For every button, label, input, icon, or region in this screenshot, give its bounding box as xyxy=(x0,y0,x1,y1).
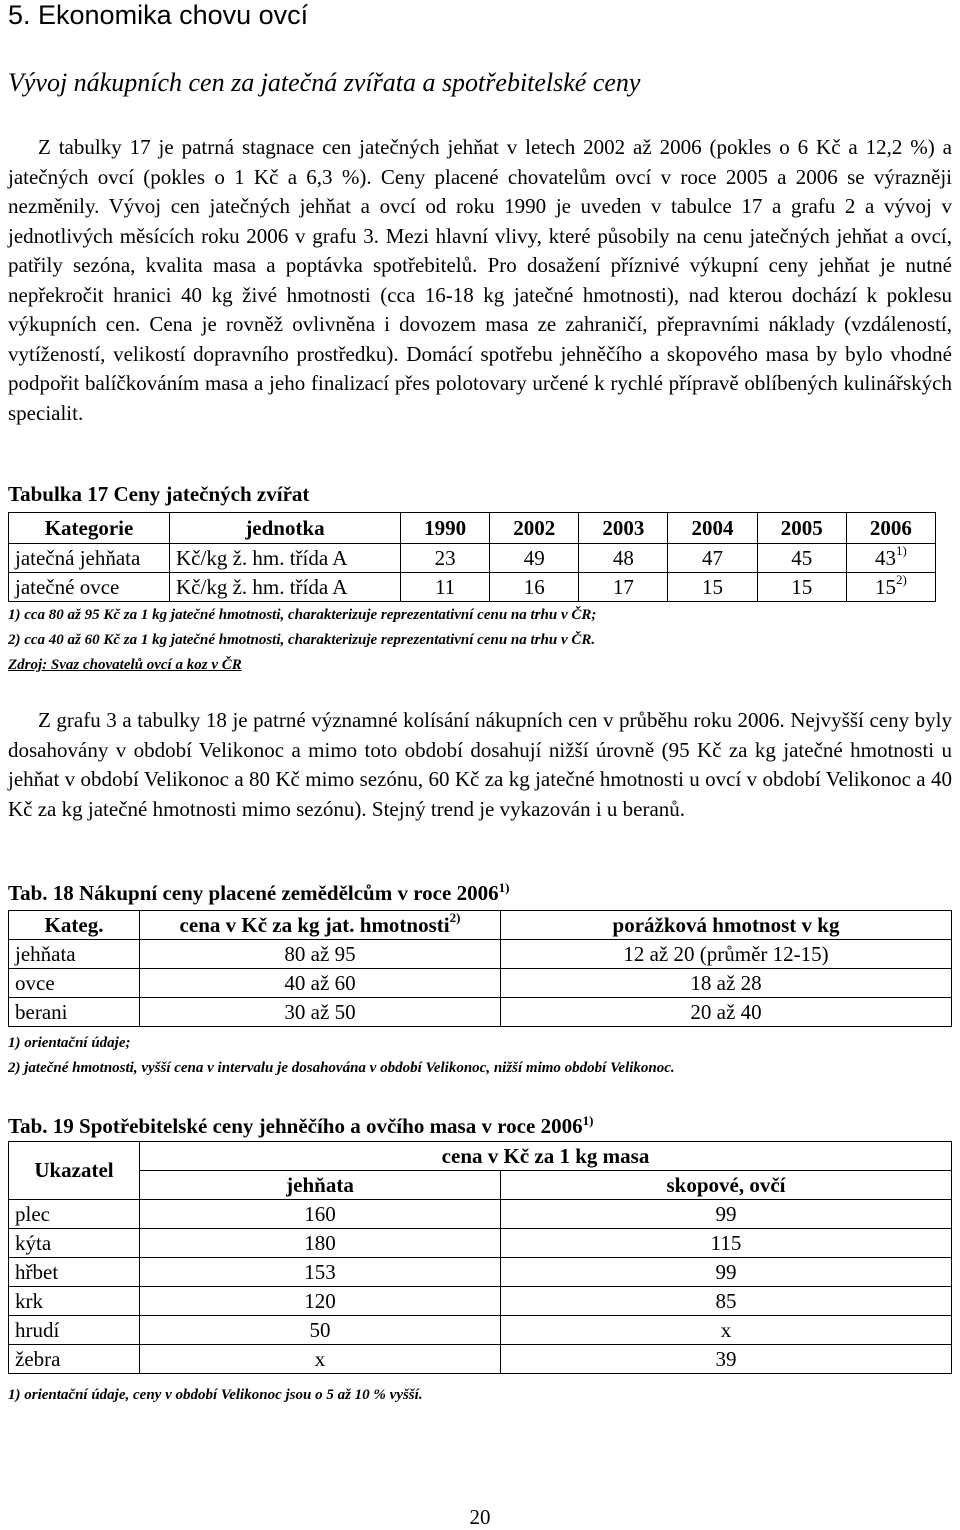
table19-note-1: 1) orientační údaje, ceny v období Velikonoc jsou o 5 až 10 % vyšší. xyxy=(8,1387,423,1403)
column-header: jehňata xyxy=(140,1171,501,1200)
column-group-header: cena v Kč za 1 kg masa xyxy=(140,1142,952,1171)
table18-note-2: 2) jatečné hmotnosti, vyšší cena v intervalu je dosahována v období Velikonoc, nižší mimo období Velikonoc. xyxy=(8,1060,675,1076)
caption-text: Tab. 19 Spotřebitelské ceny jehněčího a ovčího masa v roce 2006 xyxy=(8,1114,583,1138)
column-header: 2002 xyxy=(490,513,579,544)
body-paragraph: Z grafu 3 a tabulky 18 je patrné významné kolísání nákupních cen v průběhu roku 2006. Nejvyšší ceny byly dosahovány v období Velikonoc a mimo toto období dosahují nižší úrovně (95 Kč za kg jatečné hmotnosti u jehňat v období Velikonoc a 80 Kč mimo sezónu, 60 Kč za kg jatečné hmotnosti u ovcí v období Velikonoc a 40 Kč za kg jatečné hmotnosti mimo sezónu). Stejný trend je vykazován i u beranů. xyxy=(8,708,952,821)
table-cell: 40 až 60 xyxy=(140,969,501,998)
table-cell: jehňata xyxy=(9,940,140,969)
table-19 xyxy=(8,1141,952,1374)
footnote-marker: 1) xyxy=(498,880,510,895)
table-cell: 11 xyxy=(401,573,490,602)
table-cell: žebra xyxy=(9,1345,140,1374)
column-header: Kategorie xyxy=(9,513,170,544)
caption-text: Tab. 18 Nákupní ceny placené zemědělcům v roce 2006 xyxy=(8,881,499,905)
footnote-marker: 2) xyxy=(449,910,461,925)
table-cell: 49 xyxy=(490,544,579,573)
table-cell: 99 xyxy=(501,1258,952,1287)
table-row xyxy=(9,1200,952,1229)
table-row xyxy=(9,573,936,602)
column-header: 1990 xyxy=(401,513,490,544)
table-cell: x xyxy=(140,1345,501,1374)
table-row xyxy=(9,969,952,998)
table-row xyxy=(9,1316,952,1345)
table-cell: 115 xyxy=(501,1229,952,1258)
table18-caption xyxy=(8,880,509,906)
table-cell: 30 až 50 xyxy=(140,998,501,1027)
cell-value: 15 xyxy=(874,575,896,599)
table19-caption xyxy=(8,1113,593,1139)
table-cell: 18 až 28 xyxy=(501,969,952,998)
column-header: skopové, ovčí xyxy=(501,1171,952,1200)
table-cell: 39 xyxy=(501,1345,952,1374)
intro-paragraph xyxy=(8,133,952,428)
table-cell: 17 xyxy=(579,573,668,602)
table-cell: 80 až 95 xyxy=(140,940,501,969)
paragraph-text: Z tabulky 17 je patrná stagnace cen jatečných jehňat v letech 2002 až 2006 (pokles o 6 Kč a 12,2 %) a jatečných ovcí (pokles o 1 Kč a 6,3 %). xyxy=(8,135,952,189)
column-header: Ukazatel xyxy=(9,1142,140,1200)
table-row xyxy=(9,1287,952,1316)
table-row xyxy=(9,1345,952,1374)
cell-value: 43 xyxy=(874,546,896,570)
footnote-marker: 2) xyxy=(895,572,907,587)
table-18 xyxy=(8,910,952,1027)
table-cell: 120 xyxy=(140,1287,501,1316)
column-header: 2003 xyxy=(579,513,668,544)
table-cell: 160 xyxy=(140,1200,501,1229)
section-heading: 5. Ekonomika chovu ovcí xyxy=(8,0,309,30)
table-cell: 23 xyxy=(401,544,490,573)
table-cell: 16 xyxy=(490,573,579,602)
table18-note-1: 1) orientační údaje; xyxy=(8,1035,131,1051)
column-header: porážková hmotnost v kg xyxy=(501,911,952,940)
column-header: Kateg. xyxy=(9,911,140,940)
paragraph-text: Ceny placené chovatelům ovcí v roce 2005 a 2006 se výrazněji nezměnily. Vývoj cen jatečných jehňat a ovcí od roku 1990 je uveden v tabulce 17 a grafu 2 a vývoj v jednotlivých měsících roku 2006 v grafu 3. Mezi hlavní vlivy, které působily na cenu jatečných jehňat a ovcí, patřily sezóna, kvalita masa a poptávka spotřebitelů. xyxy=(8,164,952,277)
table-cell: kýta xyxy=(9,1229,140,1258)
column-header: jednotka xyxy=(170,513,401,544)
table-cell: x xyxy=(501,1316,952,1345)
paragraph-text: Pro dosažení příznivé výkupní ceny jehňat je nutné nepřekročit hranici 40 kg živé hmotnosti (cca 16-18 kg jatečné hmotnosti), nad kterou dochází k poklesu výkupních cen. Cena je rovněž ovlivněna i dovozem masa ze zahraničí, přepravními náklady (vzdáleností, vytížeností, velikostí dopravního prostředku). Domácí spotřebu jehněčího a skopového masa by bylo vhodné podpořit balíčkováním masa a jeho finalizací přes polotovary určené k rychlé přípravě oblíbených kulinářských specialit. xyxy=(8,253,953,425)
table-cell: 153 xyxy=(140,1258,501,1287)
table-cell: 48 xyxy=(579,544,668,573)
table-cell: ovce xyxy=(9,969,140,998)
table-cell: 45 xyxy=(757,544,846,573)
table-row xyxy=(9,940,952,969)
table-cell: jatečné ovce xyxy=(9,573,170,602)
table-cell: 15 xyxy=(668,573,757,602)
section-subheading: Vývoj nákupních cen za jatečná zvířata a spotřebitelské ceny xyxy=(8,68,641,97)
table-row xyxy=(9,998,952,1027)
table-row xyxy=(9,1258,952,1287)
table-cell: 50 xyxy=(140,1316,501,1345)
table17-note-2: 2) cca 40 až 60 Kč za 1 kg jatečné hmotnosti, charakterizuje reprezentativní cenu na trhu v ČR. xyxy=(8,632,596,648)
column-header: 2005 xyxy=(757,513,846,544)
table-cell: hřbet xyxy=(9,1258,140,1287)
header-text: cena v Kč za kg jat. hmotnosti xyxy=(179,913,450,937)
column-header: 2004 xyxy=(668,513,757,544)
table17-note-1: 1) cca 80 až 95 Kč za 1 kg jatečné hmotnosti, charakterizuje reprezentativní cenu na trhu v ČR; xyxy=(8,607,597,623)
table-17 xyxy=(8,512,936,602)
table-cell: Kč/kg ž. hm. třída A xyxy=(170,573,401,602)
table-cell: plec xyxy=(9,1200,140,1229)
table-cell: krk xyxy=(9,1287,140,1316)
column-header: 2006 xyxy=(846,513,935,544)
table-cell: 20 až 40 xyxy=(501,998,952,1027)
table-row xyxy=(9,544,936,573)
table17-caption: Tabulka 17 Ceny jatečných zvířat xyxy=(8,482,310,506)
table-cell xyxy=(846,544,935,573)
table-row xyxy=(9,1229,952,1258)
page-number: 20 xyxy=(469,1505,491,1529)
table-cell xyxy=(846,573,935,602)
table-cell: hrudí xyxy=(9,1316,140,1345)
footnote-marker: 1) xyxy=(895,543,907,558)
table-cell: Kč/kg ž. hm. třída A xyxy=(170,544,401,573)
table-cell: 180 xyxy=(140,1229,501,1258)
table17-source: Zdroj: Svaz chovatelů ovcí a koz v ČR xyxy=(8,657,242,673)
table-cell: 85 xyxy=(501,1287,952,1316)
table-cell: 47 xyxy=(668,544,757,573)
footnote-marker: 1) xyxy=(582,1113,594,1128)
table-cell: berani xyxy=(9,998,140,1027)
table-cell: 12 až 20 (průměr 12-15) xyxy=(501,940,952,969)
column-header xyxy=(140,911,501,940)
table-cell: 15 xyxy=(757,573,846,602)
table-cell: 99 xyxy=(501,1200,952,1229)
table-cell: jatečná jehňata xyxy=(9,544,170,573)
